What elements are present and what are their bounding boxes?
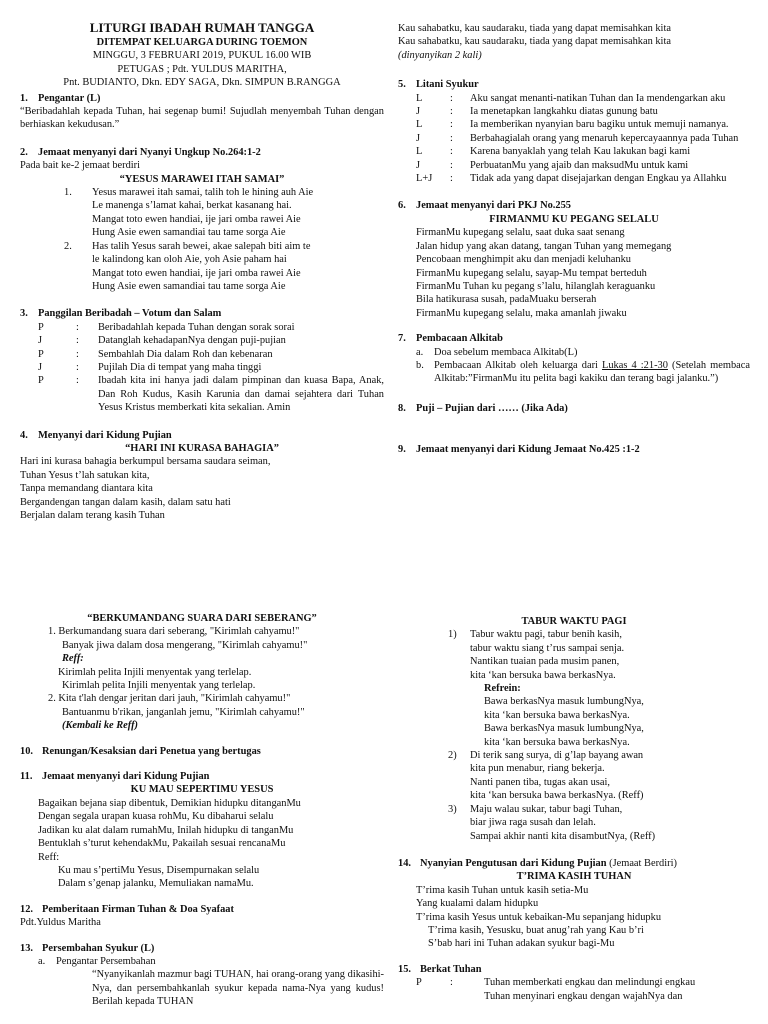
song-line: 1. Berkumandang suara dari seberang, "Kirimlah cahyamu!" <box>48 626 300 638</box>
speaker: J <box>38 335 43 347</box>
liturgy-row <box>398 976 750 1003</box>
section-title: Panggilan Beribadah – Votum dan Salam <box>38 308 222 320</box>
colon: : <box>450 106 453 118</box>
liturgy-row <box>398 145 750 158</box>
song-line: 2. Kita t'lah dengar jeritan dari jauh, "Kirimlah cahyamu!" <box>48 693 291 705</box>
section-title: Pemberitaan Firman Tuhan & Doa Syafaat <box>42 903 234 915</box>
liturgy-row <box>398 172 750 185</box>
song-line: Ku mau s’pertiMu Yesus, Disempurnakan selalu <box>58 864 260 876</box>
song-title: “HARI INI KURASA BAHAGIA” <box>125 442 279 454</box>
preacher-name: Pdt.Yuldus Maritha <box>20 917 101 929</box>
colon: : <box>450 146 453 158</box>
speaker: J <box>416 132 421 144</box>
sub-note: (Setelah membaca Alkitab:”FirmanMu itu pelita bagi kakiku dan terang bagi jalanku.”) <box>434 359 750 385</box>
liturgy-row <box>20 334 384 347</box>
song-line: Kirimlah pelita Injili menyentak yang terlelap. <box>58 666 252 678</box>
verse-line: biar jiwa raga susah dan lelah. <box>470 817 596 829</box>
colon: : <box>450 977 453 989</box>
liturgy-text: Berbahagialah orang yang menaruh kepercayaannya pada Tuhan <box>470 132 739 144</box>
section-3-heading <box>20 307 384 320</box>
song-line: T’rima kasih Yesus untuk kebaikan-Mu sepanjang hidupku <box>416 911 662 923</box>
colon: : <box>76 348 79 360</box>
section-7-heading <box>398 332 750 345</box>
speaker: L+J <box>416 173 433 185</box>
header-officers: PETUGAS ; Pdt. YULDUS MARITHA, <box>117 63 287 75</box>
section-2-heading <box>20 146 384 159</box>
sub-text: Pembacaan Alkitab oleh keluarga dari <box>434 359 603 371</box>
song-line: Hari ini kurasa bahagia berkumpul bersama saudara seiman, <box>20 456 271 468</box>
reff-label: Reff: <box>38 851 60 863</box>
verse-2 <box>20 240 384 294</box>
verse-line: Le manenga s’lamat kahai, berkat kasanang hai. <box>92 200 292 212</box>
verse-line: Yesus marawei itah samai, talih toh le hining auh Aie <box>92 187 314 199</box>
verse-1 <box>20 186 384 240</box>
liturgy-text: Beribadahlah kepada Tuhan dengan sorak sorai <box>98 321 295 333</box>
song-line: FirmanMu kupegang selalu, saat duka saat senang <box>416 227 625 239</box>
verse-line: Hung Asie ewen samandiai tau tame sorga Aie <box>92 227 286 239</box>
liturgy-text: Aku sangat menanti-natikan Tuhan dan Ia mendengarkan aku <box>470 92 726 104</box>
liturgy-text: PerbuatanMu yang ajaib dan maksudMu untuk kami <box>470 159 689 171</box>
section-number: 2. <box>20 146 28 158</box>
song-line: Jalan hidup yang akan datang, tangan Tuhan yang memegang <box>416 240 672 252</box>
left-column <box>20 0 384 1024</box>
song-line: Kau sahabatku, kau saudaraku, tiada yang dapat memisahkan kita <box>398 23 671 34</box>
section-6-heading <box>398 199 750 212</box>
song-line: Bergandengan tangan dalam kasih, dalam satu hati <box>20 496 231 508</box>
colon: : <box>76 321 79 333</box>
verse-line: tabur waktu siang t’rus sampai senja. <box>470 642 625 654</box>
section-13-heading <box>20 942 384 955</box>
sub-letter: b. <box>416 359 424 371</box>
section-number: 3. <box>20 308 28 320</box>
verse-line: Maju walau sukar, tabur bagi Tuhan, <box>470 803 623 815</box>
colon: : <box>450 173 453 185</box>
liturgy-text: Pujilah Dia di tempat yang maha tinggi <box>98 361 262 373</box>
colon: : <box>76 335 79 347</box>
verse-line: Nantikan tuaian pada musim panen, <box>470 656 620 668</box>
song-title: TABUR WAKTU PAGI <box>521 616 627 627</box>
section-5-heading <box>398 78 750 91</box>
liturgy-row <box>398 159 750 172</box>
song-line: Tanpa memandang diantara kita <box>20 483 153 495</box>
section-title: Persembahan Syukur (L) <box>42 942 155 954</box>
speaker: P <box>38 321 44 333</box>
section-number: 7. <box>398 333 406 345</box>
colon: : <box>450 92 453 104</box>
section-title: Renungan/Kesaksian dari Penetua yang bertugas <box>42 745 261 757</box>
verse-line: Has talih Yesus sarah bewei, akae salepah biti aim te <box>92 240 311 252</box>
section-1-text: “Beribadahlah kepada Tuhan, hai segenap bumi! Sujudlah menyembah Tuhan dengan berhiaskan kekudusan.” <box>20 106 384 131</box>
section-number: 12. <box>20 903 33 915</box>
sub-text: Doa sebelum membaca Alkitab(L) <box>434 346 578 358</box>
section-number: 5. <box>398 79 406 91</box>
header-date: MINGGU, 3 FEBRUARI 2019, PUKUL 16.00 WIB <box>92 50 312 62</box>
liturgy-text: Tuhan menyinari engkau dengan wajahNya dan <box>484 990 683 1002</box>
sub-letter: a. <box>416 346 424 358</box>
header-officers-2: Pnt. BUDIANTO, Dkn. EDY SAGA, Dkn. SIMPUN B.RANGGA <box>63 77 341 89</box>
section-8-heading <box>398 402 750 415</box>
song-title: “BERKUMANDANG SUARA DARI SEBERANG” <box>87 613 317 624</box>
section-number: 6. <box>398 200 406 212</box>
section-title: Jemaat menyanyi dari Kidung Jemaat No.425 :1-2 <box>416 444 640 456</box>
liturgy-row <box>398 118 750 131</box>
song-line: Pencobaan menghimpit aku dan menjadi keluhanku <box>416 254 631 266</box>
liturgy-text: Ia memberikan nyanyian baru bagiku untuk memuji namanya. <box>470 119 729 131</box>
colon: : <box>76 361 79 373</box>
song-line: Banyak jiwa dalam dosa mengerang, "Kirimlah cahyamu!" <box>62 639 308 651</box>
section-title: Berkat Tuhan <box>420 963 482 975</box>
section-title: Puji – Pujian dari …… (Jika Ada) <box>416 402 568 414</box>
liturgy-row <box>398 132 750 145</box>
section-1-heading <box>20 92 384 105</box>
verse-line: Sampai akhir nanti kita disambutNya, (Reff) <box>470 830 656 842</box>
verse-line: kita ‘kan bersuka bawa berkasNya. (Reff) <box>470 790 644 802</box>
section-10-heading <box>20 745 384 758</box>
verse-line: Hung Asie ewen samandiai tau tame sorga Aie <box>92 280 286 292</box>
sing-twice-note: (dinyanyikan 2 kali) <box>398 49 482 61</box>
speaker: J <box>416 106 421 118</box>
section-number: 15. <box>398 963 411 975</box>
liturgy-row <box>398 105 750 118</box>
song-line: FirmanMu kupegang selalu, maka amanlah jiwaku <box>416 307 627 319</box>
section-14-heading <box>398 857 750 870</box>
song-title: “YESUS MARAWEI ITAH SAMAI” <box>119 173 285 185</box>
verse-line: Mangat toto ewen handiai, ije jari omba rawei Aie <box>92 213 301 225</box>
section-15-heading <box>398 963 750 976</box>
colon: : <box>76 375 79 387</box>
bible-reference-link[interactable]: Lukas 4 :21-30 <box>602 359 668 371</box>
liturgy-row <box>20 361 384 374</box>
top-right-half <box>398 22 750 457</box>
verse-line: Di terik sang surya, di g’lap bayang awan <box>470 750 644 762</box>
refrein-line: kita ‘kan bersuka bawa berkasNya. <box>484 736 630 748</box>
reff-return: (Kembali ke Reff) <box>62 720 138 732</box>
song-line: T’rima kasih Tuhan untuk kasih setia-Mu <box>416 884 589 896</box>
speaker: P <box>38 375 44 387</box>
section-11-heading <box>20 770 384 783</box>
song-line: Yang kualami dalam hidupku <box>416 898 539 910</box>
liturgy-row <box>398 92 750 105</box>
sub-item-b <box>398 359 750 386</box>
song-line: Dengan segala urapan kuasa rohMu, Ku dibaharui selalu <box>38 811 274 823</box>
reff-label: Reff: <box>62 653 84 665</box>
section-number: 14. <box>398 857 411 869</box>
section-number: 9. <box>398 444 406 456</box>
liturgy-text: Ibadah kita ini hanya jadi dalam pimpinan dan kuasa Bapa, Anak, Dan Roh Kudus, Kasih Karunia dan damai sejahtera dari Tuhan Yesus Kristus memberkati kita sekalian. Amin <box>98 375 384 414</box>
liturgy-text: Ia menetapkan langkahku diatas gunung batu <box>470 106 658 118</box>
section-2-sub: Pada bait ke-2 jemaat berdiri <box>20 160 141 172</box>
section-number: 4. <box>20 429 28 441</box>
verse-number: 3) <box>448 803 457 815</box>
verse-2 <box>398 749 750 803</box>
section-title: Jemaat menyanyi dari Nyanyi Ungkup No.264:1-2 <box>38 146 261 158</box>
section-title-note: (Jemaat Berdiri) <box>609 857 677 869</box>
verse-3 <box>398 803 750 843</box>
verse-1 <box>398 628 750 749</box>
liturgy-text: Karena banyaklah yang telah Kau lakukan bagi kami <box>470 146 691 158</box>
liturgy-row <box>20 321 384 334</box>
refrein-line: Bawa berkasNya masuk lumbungNya, <box>484 696 644 708</box>
verse-line: Mangat toto ewen handiai, ije jari omba rawei Aie <box>92 267 301 279</box>
bottom-right-half <box>398 615 750 1003</box>
header-location: DITEMPAT KELUARGA DURING TOEMON <box>96 37 308 48</box>
song-title: KU MAU SEPERTIMU YESUS <box>130 784 274 796</box>
speaker: J <box>416 159 421 171</box>
section-number: 13. <box>20 942 33 954</box>
section-title: Nyanyian Pengutusan dari Kidung Pujian <box>420 857 607 869</box>
offering-quote: “Nyanyikanlah mazmur bagi TUHAN, hai orang-orang yang dikasihi-Nya, dan persembahkanlah syukur kepada nama-Nya yang kudus! Berilah kepada TUHAN <box>92 969 384 1008</box>
liturgy-text: Tidak ada yang dapat disejajarkan dengan Engkau ya Allahku <box>470 173 727 185</box>
verse-line: kita ‘kan bersuka bawa berkasNya. <box>470 669 616 681</box>
speaker: J <box>38 361 43 373</box>
section-12-heading <box>20 903 384 916</box>
sub-text: Pengantar Persembahan <box>56 955 156 967</box>
song-line: Bantuanmu b'rikan, janganlah jemu, "Kirimlah cahyamu!" <box>62 706 305 718</box>
bottom-left-half <box>20 612 384 1009</box>
verse-number: 1) <box>448 629 457 641</box>
colon: : <box>450 159 453 171</box>
liturgy-row <box>20 348 384 361</box>
song-line: Dalam s’genap jalanku, Memuliakan namaMu. <box>58 878 254 890</box>
speaker: L <box>416 92 423 104</box>
section-number: 11. <box>20 771 33 783</box>
song-line: Bentuklah s’turut kehendakMu, Pakailah sesuai rencanaMu <box>38 838 286 850</box>
colon: : <box>450 119 453 131</box>
song-line: S’bab hari ini Tuhan adakan syukur bagi-Mu <box>428 938 615 950</box>
song-line: Berjalan dalam terang kasih Tuhan <box>20 510 165 521</box>
verse-line: kita pun menabur, riang bekerja. <box>470 763 605 775</box>
section-number: 10. <box>20 745 33 757</box>
section-title: Jemaat menyanyi dari PKJ No.255 <box>416 200 571 212</box>
section-title: Pembacaan Alkitab <box>416 333 503 345</box>
colon: : <box>450 132 453 144</box>
refrein-label: Refrein: <box>484 683 521 695</box>
section-4-heading <box>20 429 384 442</box>
speaker: P <box>38 348 44 360</box>
section-number: 8. <box>398 402 406 414</box>
speaker: P <box>416 977 422 989</box>
section-number: 1. <box>20 92 28 104</box>
song-line: Jadikan ku alat dalam rumahMu, Inilah hidupku di tanganMu <box>38 824 294 836</box>
sub-item-a <box>20 955 384 968</box>
song-title: T’RIMA KASIH TUHAN <box>516 871 632 883</box>
section-title: Litani Syukur <box>416 79 479 91</box>
verse-number: 1. <box>64 187 72 199</box>
section-title: Menyanyi dari Kidung Pujian <box>38 429 172 441</box>
speaker: L <box>416 146 423 158</box>
right-column <box>398 0 750 1024</box>
speaker: L <box>416 119 423 131</box>
section-title: Pengantar (L) <box>38 92 101 104</box>
song-line: Kirimlah pelita Injili menyentak yang terlelap. <box>62 680 256 692</box>
song-title: FIRMANMU KU PEGANG SELALU <box>489 213 659 225</box>
song-line: T’rima kasih, Yesusku, buat anug’rah yang Kau b’ri <box>428 924 644 936</box>
sub-letter: a. <box>38 955 46 967</box>
liturgy-text: Sembahlah Dia dalam Roh dan kebenaran <box>98 348 273 360</box>
section-9-heading <box>398 443 750 456</box>
song-line: FirmanMu kupegang selalu, sayap-Mu tempat berteduh <box>416 267 647 279</box>
refrein-line: kita ‘kan bersuka bawa berkasNya. <box>484 709 630 721</box>
page-title: LITURGI IBADAH RUMAH TANGGA <box>89 20 315 35</box>
verse-number: 2. <box>64 240 72 252</box>
song-line: Tuhan Yesus t’lah satukan kita, <box>20 469 150 481</box>
song-line: Kau sahabatku, kau saudaraku, tiada yang dapat memisahkan kita <box>398 36 671 48</box>
verse-number: 2) <box>448 750 457 762</box>
song-line: Bila hatikurasa susah, padaMuaku berserah <box>416 294 597 306</box>
top-left-half <box>20 20 384 522</box>
song-line: FirmanMu Tuhan ku pegang s’lalu, hilanglah keraguanku <box>416 280 656 292</box>
sub-item-a <box>398 346 750 359</box>
verse-line: le kalindong kan oloh Aie, yoh Asie paham hai <box>92 254 287 266</box>
song-line: Bagaikan bejana siap dibentuk, Demikian hidupku ditanganMu <box>38 797 301 809</box>
section-title: Jemaat menyanyi dari Kidung Pujian <box>42 771 210 783</box>
verse-line: Tabur waktu pagi, tabur benih kasih, <box>470 629 622 641</box>
liturgy-text: Tuhan memberkati engkau dan melindungi engkau <box>484 977 696 989</box>
liturgy-text: Datanglah kehadapanNya dengan puji-pujian <box>98 335 286 347</box>
verse-line: Nanti panen tiba, tugas akan usai, <box>470 776 610 788</box>
refrein-line: Bawa berkasNya masuk lumbungNya, <box>484 723 644 735</box>
liturgy-row <box>20 374 384 414</box>
